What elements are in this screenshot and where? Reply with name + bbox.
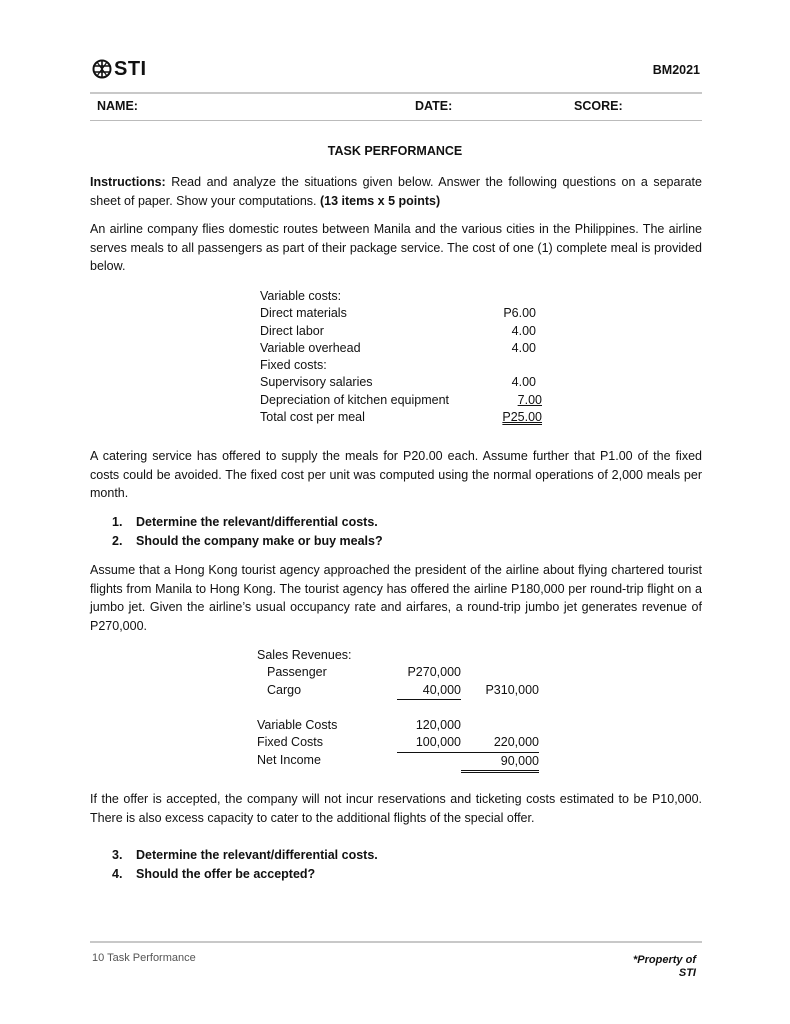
cost-value <box>485 288 542 305</box>
income-label: Sales Revenues: <box>257 648 352 662</box>
name-line-divider <box>90 120 702 121</box>
table-row <box>257 682 539 700</box>
cost-value: P6.00 <box>503 306 536 321</box>
cost-value: 4.00 <box>511 340 536 355</box>
table-row <box>257 752 539 771</box>
instructions-label: Instructions: <box>90 175 166 189</box>
table-row <box>257 647 539 664</box>
question-list-2 <box>112 846 378 883</box>
cost-value: 4.00 <box>511 323 536 338</box>
income-label: Cargo <box>267 682 302 697</box>
income-value: P270,000 <box>407 665 461 680</box>
table-row <box>260 374 542 391</box>
sti-globe-icon <box>92 59 112 79</box>
income-label: Passenger <box>267 665 327 680</box>
table-row <box>260 392 542 409</box>
cost-label: Variable overhead <box>260 340 361 355</box>
table-row <box>260 305 542 322</box>
income-value: 100,000 <box>397 734 461 752</box>
table-row <box>257 664 539 681</box>
sti-logo <box>92 58 147 80</box>
income-value: 40,000 <box>397 682 461 700</box>
list-item: 2. Should the company make or buy meals? <box>112 533 383 548</box>
score-label: SCORE: <box>574 99 623 113</box>
list-item: 4. Should the offer be accepted? <box>112 866 316 881</box>
instructions-text: Read and analyze the situations given below. Answer the following questions on a separate sheet of paper. Show your computations. <box>90 175 702 208</box>
paragraph-offer-accepted: If the offer is accepted, the company will not incur reservations and ticketing costs estimated to be P10,000. There is also excess capacity to cater to the additional flights of the special offer. <box>90 792 702 825</box>
footer-property-text: *Property of <box>633 954 696 966</box>
footer-divider <box>90 941 702 943</box>
income-statement <box>257 647 539 773</box>
cost-label: Variable costs: <box>260 289 342 303</box>
cost-label: Direct materials <box>260 306 347 321</box>
footer-left-text: 10 Task Performance <box>92 952 196 964</box>
header-divider <box>90 92 702 94</box>
instructions-points: (13 items x 5 points) <box>320 193 441 208</box>
page-title: TASK PERFORMANCE <box>327 144 463 158</box>
cost-total-value: P25.00 <box>502 410 542 425</box>
paragraph-catering-offer: A catering service has offered to supply the meals for P20.00 each. Assume further that P1.00 of the fixed costs could be avoided. The fixed cost per unit was computed using the normal operations of 2,000 meals per month. <box>90 449 702 500</box>
income-label: Variable Costs <box>257 718 338 733</box>
list-item: 1. Determine the relevant/differential costs. <box>112 515 378 529</box>
list-item: 3. Determine the relevant/differential costs. <box>112 848 378 862</box>
instructions <box>90 173 702 210</box>
name-label: NAME: <box>97 99 138 113</box>
cost-value: 4.00 <box>511 375 536 390</box>
table-row <box>260 409 542 426</box>
document-code: BM2021 <box>652 63 700 77</box>
table-row <box>260 288 542 305</box>
paragraph-airline-meals: An airline company flies domestic routes between Manila and the various cities in the Philippines. The airline serves meals to all passengers as part of their package service. The cost of one (1) complete meal is provided below. <box>90 222 702 273</box>
footer-property-text-2: STI <box>678 967 696 979</box>
cost-label: Depreciation of kitchen equipment <box>260 392 450 407</box>
table-row <box>257 717 539 734</box>
cost-label: Fixed costs: <box>260 358 327 373</box>
income-total: 90,000 <box>461 752 539 771</box>
cost-value <box>485 357 542 374</box>
table-row <box>257 734 539 752</box>
income-total: P310,000 <box>485 682 539 697</box>
meal-cost-table <box>260 288 542 426</box>
cost-value: 7.00 <box>517 392 542 407</box>
table-row <box>260 340 542 357</box>
date-label: DATE: <box>415 99 453 113</box>
cost-label: Total cost per meal <box>260 410 365 425</box>
cost-label: Supervisory salaries <box>260 375 373 390</box>
table-row <box>260 357 542 374</box>
cost-label: Direct labor <box>260 323 324 338</box>
paragraph-hong-kong-offer: Assume that a Hong Kong tourist agency approached the president of the airline about flying chartered tourist flights from Manila to Hong Kong. The tourist agency has offered the airline P180,000 per round-trip flight on a jumbo jet. Given the airline’s usual occupancy rate and airfares, a round-trip jumbo jet generates revenue of P270,000. <box>90 563 702 633</box>
income-label: Net Income <box>257 753 321 768</box>
income-total: 220,000 <box>461 734 539 752</box>
table-row <box>260 323 542 340</box>
income-label: Fixed Costs <box>257 735 323 750</box>
question-list-1 <box>112 513 383 550</box>
income-value: 120,000 <box>415 718 461 733</box>
logo-text: STI <box>114 57 147 80</box>
